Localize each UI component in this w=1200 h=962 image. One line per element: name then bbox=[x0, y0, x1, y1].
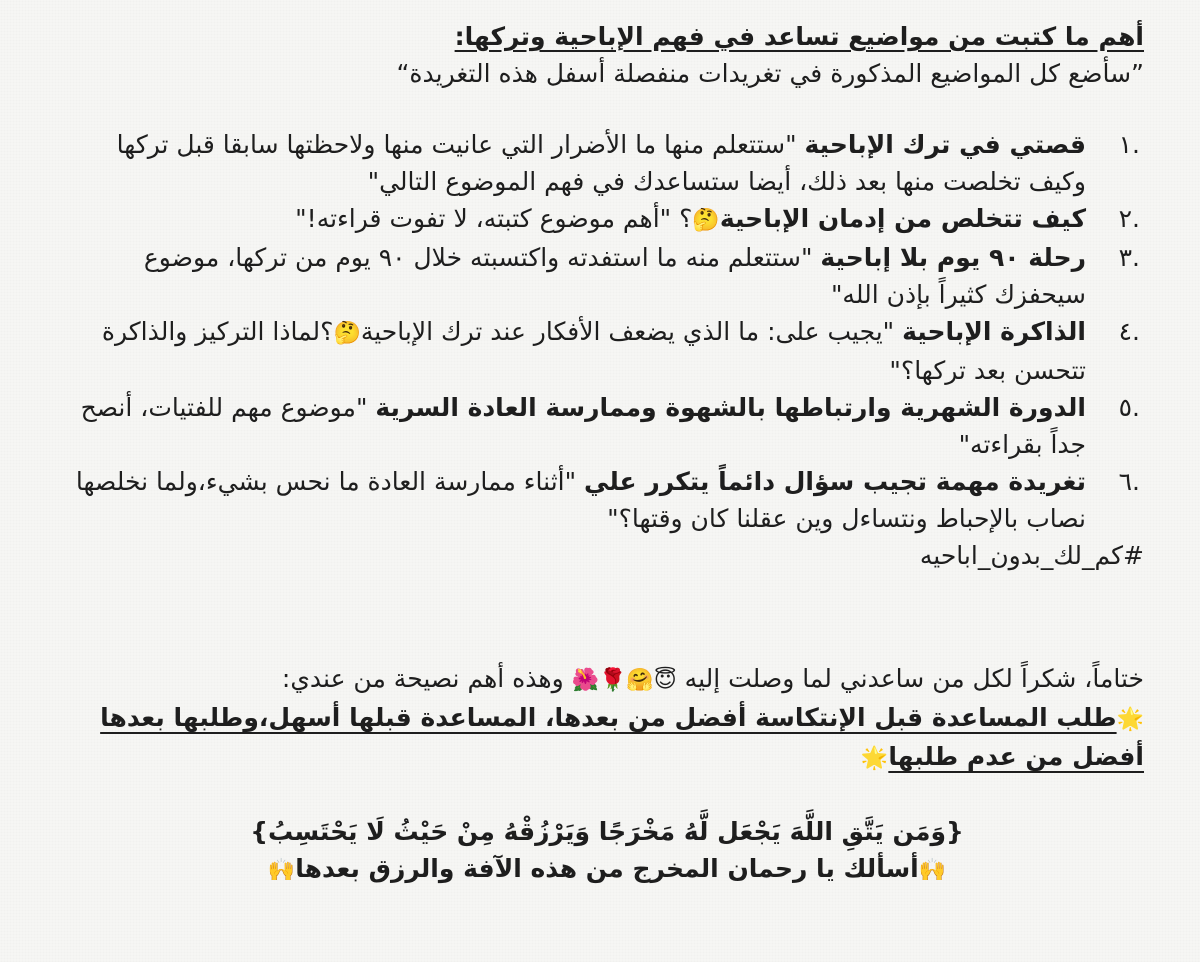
list-item bbox=[70, 313, 1144, 389]
closing-text: ختاماً، شكراً لكل من ساعدني لما وصلت إليه bbox=[676, 664, 1144, 693]
item-description: "أثناء ممارسة العادة ما نحس بشيء،ولما نخلصها نصاب بالإحباط ونتساءل وين عقلنا كان وقتها؟" bbox=[75, 467, 1086, 533]
raised-hands-icon: 🙌 bbox=[918, 858, 947, 883]
item-number: .٤ bbox=[1118, 317, 1140, 346]
item-title: الدورة الشهرية وارتباطها بالشهوة وممارسة العادة السرية bbox=[375, 393, 1086, 422]
quran-verse: {وَمَن يَتَّقِ اللَّهَ يَجْعَل لَّهُ مَخْرَجًا وَيَرْزُقْهُ مِنْ حَيْثُ لَا يَحْتَسِبُ} bbox=[250, 817, 964, 846]
item-description: "يجيب على: ما الذي يضعف الأفكار عند ترك الإباحية bbox=[360, 317, 903, 346]
list-item bbox=[70, 200, 1144, 239]
raised-hands-icon: 🙌 bbox=[267, 858, 296, 883]
item-title: رحلة ٩٠ يوم بلا إباحية bbox=[820, 243, 1086, 272]
item-description-cont: ؟لماذا التركيز والذاكرة تتحسن بعد تركها؟" bbox=[101, 317, 1086, 385]
list-item bbox=[70, 239, 1144, 313]
prayer-text: أسألك يا رحمان المخرج من هذه الآفة والرزق بعدها bbox=[295, 854, 919, 883]
item-description: "ستتعلم منها ما الأضرار التي عانيت منها ولاحظتها سابقا قبل تركها وكيف تخلصت منها بعد ذلك، أيضا ستساعدك في فهم الموضوع التالي" bbox=[116, 130, 1086, 196]
item-description: ؟ "أهم موضوع كتبته، لا تفوت قراءته!" bbox=[295, 204, 693, 233]
item-description: "ستتعلم منه ما استفدته واكتسبته خلال ٩٠ يوم من تركها، موضوع سيحفزك كثيراً بإذن الله" bbox=[143, 243, 1086, 309]
list-item bbox=[70, 389, 1144, 463]
item-title: كيف تتخلص من إدمان الإباحية bbox=[719, 204, 1086, 233]
note-heading: أهم ما كتبت من مواضيع تساعد في فهم الإباحية وتركها: bbox=[454, 22, 1144, 51]
thinking-face-icon: 🤔 bbox=[692, 208, 720, 233]
list-item bbox=[70, 126, 1144, 200]
star-icon: 🌟 bbox=[1116, 707, 1144, 732]
item-number: .٥ bbox=[1118, 393, 1140, 422]
emoji-icons: 😇🤗🌹🌺 bbox=[571, 668, 677, 693]
advice-text: طلب المساعدة قبل الإنتكاسة أفضل من بعدها، المساعدة قبلها أسهل،وطلبها بعدها أفضل من عدم طلبها bbox=[100, 703, 1144, 771]
item-description: "موضوع مهم للفتيات، أنصح جداً بقراءته" bbox=[80, 393, 1086, 459]
item-title: قصتي في ترك الإباحية bbox=[804, 130, 1086, 159]
hashtag[interactable]: #كم_لك_بدون_اباحيه bbox=[919, 541, 1144, 570]
item-title: الذاكرة الإباحية bbox=[902, 317, 1086, 346]
thinking-face-icon: 🤔 bbox=[333, 321, 361, 346]
note-content bbox=[70, 18, 1144, 889]
prayer-line bbox=[70, 850, 1144, 889]
item-number: .٢ bbox=[1118, 204, 1140, 233]
closing-text-cont: وهذه أهم نصيحة من عندي: bbox=[281, 664, 572, 693]
topics-list bbox=[70, 126, 1144, 537]
item-title: تغريدة مهمة تجيب سؤال دائماً يتكرر علي bbox=[584, 467, 1086, 496]
item-number: .٦ bbox=[1118, 467, 1140, 496]
intro-line: ”سأضع كل المواضيع المذكورة في تغريدات منفصلة أسفل هذه التغريدة“ bbox=[396, 59, 1144, 88]
star-icon: 🌟 bbox=[860, 746, 889, 771]
list-item bbox=[70, 463, 1144, 537]
item-number: .٣ bbox=[1118, 243, 1140, 272]
item-number: .١ bbox=[1118, 130, 1140, 159]
closing-paragraph bbox=[70, 660, 1144, 777]
